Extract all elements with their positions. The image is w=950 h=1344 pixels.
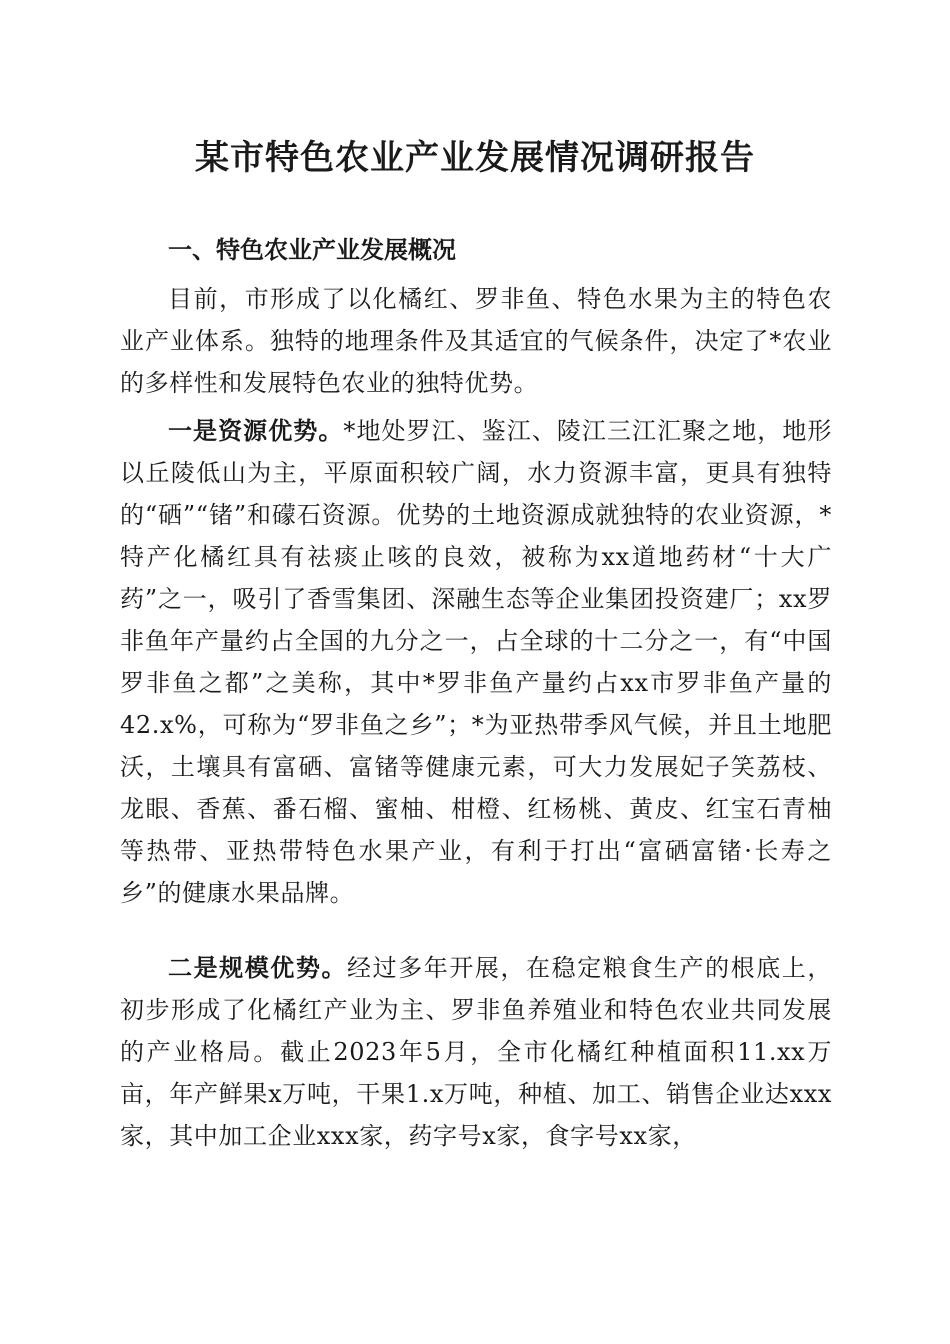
paragraph-resource-advantage — [120, 410, 832, 914]
paragraph-lead-scale: 二是规模优势。 — [168, 953, 348, 982]
paragraph-body-resource: *地处罗江、鉴江、陵江三江汇聚之地，地形以丘陵低山为主，平原面积较广阔，水力资源丰富，更具有独特的“硒”“锗”和礞石资源。优势的土地资源成就独特的农业资源，*特产化橘红具有祛痰止咳的良效，被称为xx道地药材“十大广药”之一，吸引了香雪集团、深融生态等企业集团投资建厂；xx罗非鱼年产量约占全国的九分之一，占全球的十二分之一，有“中国罗非鱼之都”之美称，其中*罗非鱼产量约占xx市罗非鱼产量的42.x%，可称为“罗非鱼之乡”；*为亚热带季风气候，并且土地肥沃，土壤具有富硒、富锗等健康元素，可大力发展妃子笑荔枝、龙眼、香蕉、番石榴、蜜柚、柑橙、红杨桃、黄皮、红宝石青柚等热带、亚热带特色水果产业，有利于打出“富硒富锗·长寿之乡”的健康水果品牌。 — [120, 417, 833, 907]
paragraph-lead-resource: 一是资源优势。 — [168, 416, 344, 445]
paragraph-scale-advantage — [120, 947, 832, 1157]
paragraph-intro: 目前，市形成了以化橘红、罗非鱼、特色水果为主的特色农业产业体系。独特的地理条件及其适宜的气候条件，决定了*农业的多样性和发展特色农业的独特优势。 — [120, 285, 832, 397]
document-title: 某市特色农业产业发展情况调研报告 — [195, 138, 755, 178]
section-heading-overview: 一、特色农业产业发展概况 — [168, 236, 456, 264]
paragraph-body-scale: 经过多年开展，在稳定粮食生产的根底上，初步形成了化橘红产业为主、罗非鱼养殖业和特色农业共同发展的产业格局。截止2023年5月，全市化橘红种植面积11.xx万亩，年产鲜果x万吨，干果1.x万吨，种植、加工、销售企业达xxx家，其中加工企业xxx家，药字号x家，食字号xx家， — [120, 954, 832, 1150]
